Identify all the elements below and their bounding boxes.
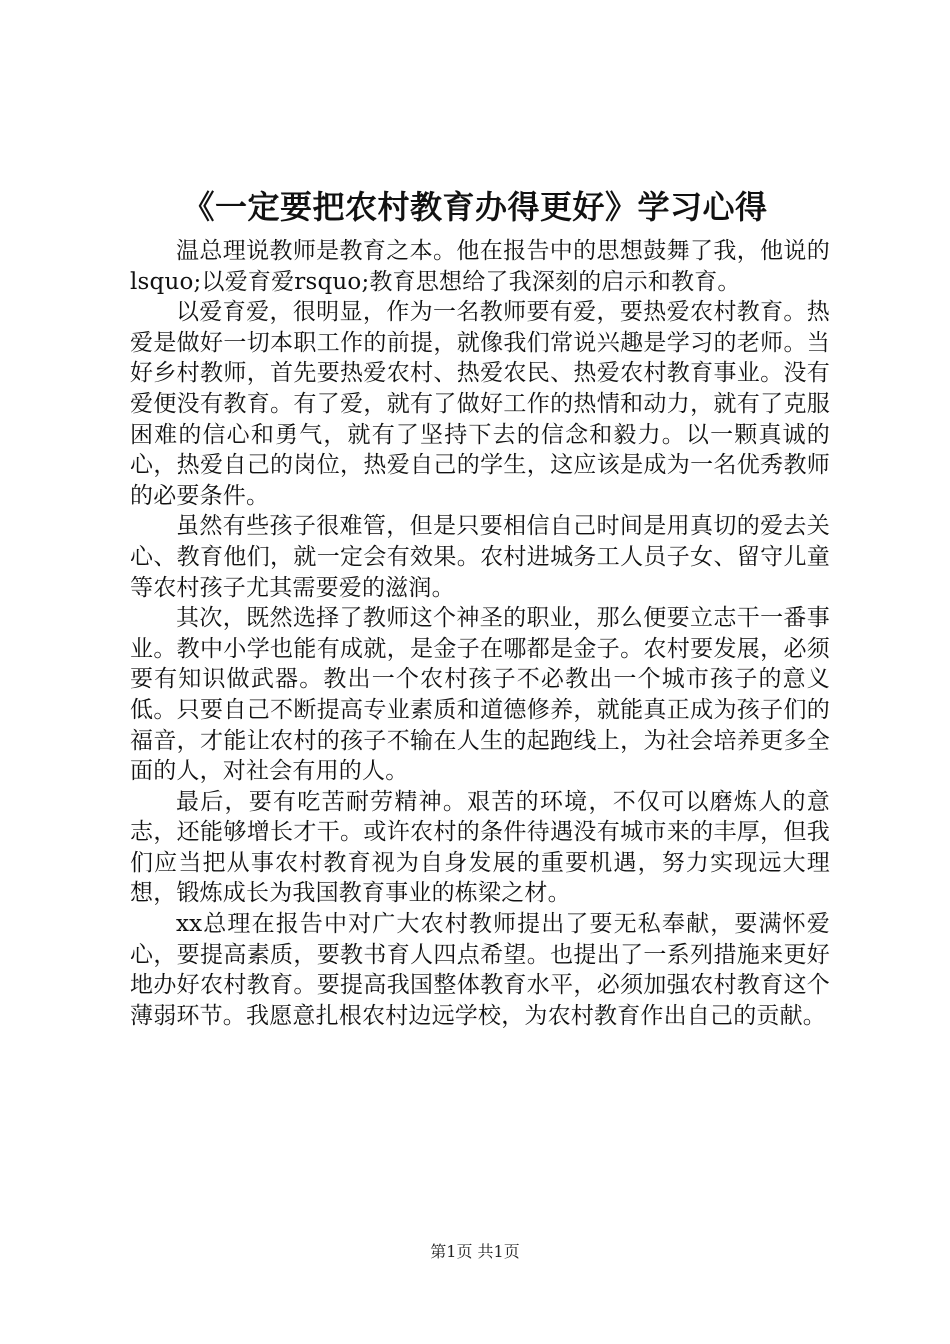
paragraph-4: 其次，既然选择了教师这个神圣的职业，那么便要立志干一番事业。教中小学也能有成就，是金子在哪都是金子。农村要发展，必须要有知识做武器。教出一个农村孩子不必教出一个城市孩子的意义低。只要自己不断提高专业素质和道德修养，就能真正成为孩子们的福音，才能让农村的孩子不输在人生的起跑线上，为社会培养更多全面的人，对社会有用的人。 <box>130 605 830 785</box>
paragraph-6: xx总理在报告中对广大农村教师提出了要无私奉献，要满怀爱心，要提高素质，要教书育人四点希望。也提出了一系列措施来更好地办好农村教育。要提高我国整体教育水平，必须加强农村教育这个薄弱环节。我愿意扎根农村边远学校，为农村教育作出自己的贡献。 <box>130 911 830 1029</box>
paragraph-3: 虽然有些孩子很难管，但是只要相信自己时间是用真切的爱去关心、教育他们，就一定会有效果。农村进城务工人员子女、留守儿童等农村孩子尤其需要爱的滋润。 <box>130 513 830 601</box>
paragraph-2: 以爱育爱，很明显，作为一名教师要有爱，要热爱农村教育。热爱是做好一切本职工作的前提，就像我们常说兴趣是学习的老师。当好乡村教师，首先要热爱农村、热爱农民、热爱农村教育事业。没有爱便没有教育。有了爱，就有了做好工作的热情和动力，就有了克服困难的信心和勇气，就有了坚持下去的信念和毅力。以一颗真诚的心，热爱自己的岗位，热爱自己的学生，这应该是成为一名优秀教师的必要条件。 <box>130 299 830 509</box>
document-body <box>130 236 830 1031</box>
document-title: 《一定要把农村教育办得更好》学习心得 <box>182 188 768 226</box>
paragraph-5: 最后，要有吃苦耐劳精神。艰苦的环境，不仅可以磨炼人的意志，还能够增长才干。或许农村的条件待遇没有城市来的丰厚，但我们应当把从事农村教育视为自身发展的重要机遇，努力实现远大理想，锻炼成长为我国教育事业的栋梁之材。 <box>130 788 830 907</box>
paragraph-1: 温总理说教师是教育之本。他在报告中的思想鼓舞了我，他说的lsquo;以爱育爱rsquo;教育思想给了我深刻的启示和教育。 <box>130 238 830 295</box>
page-number-footer: 第1页 共1页 <box>430 1242 520 1261</box>
